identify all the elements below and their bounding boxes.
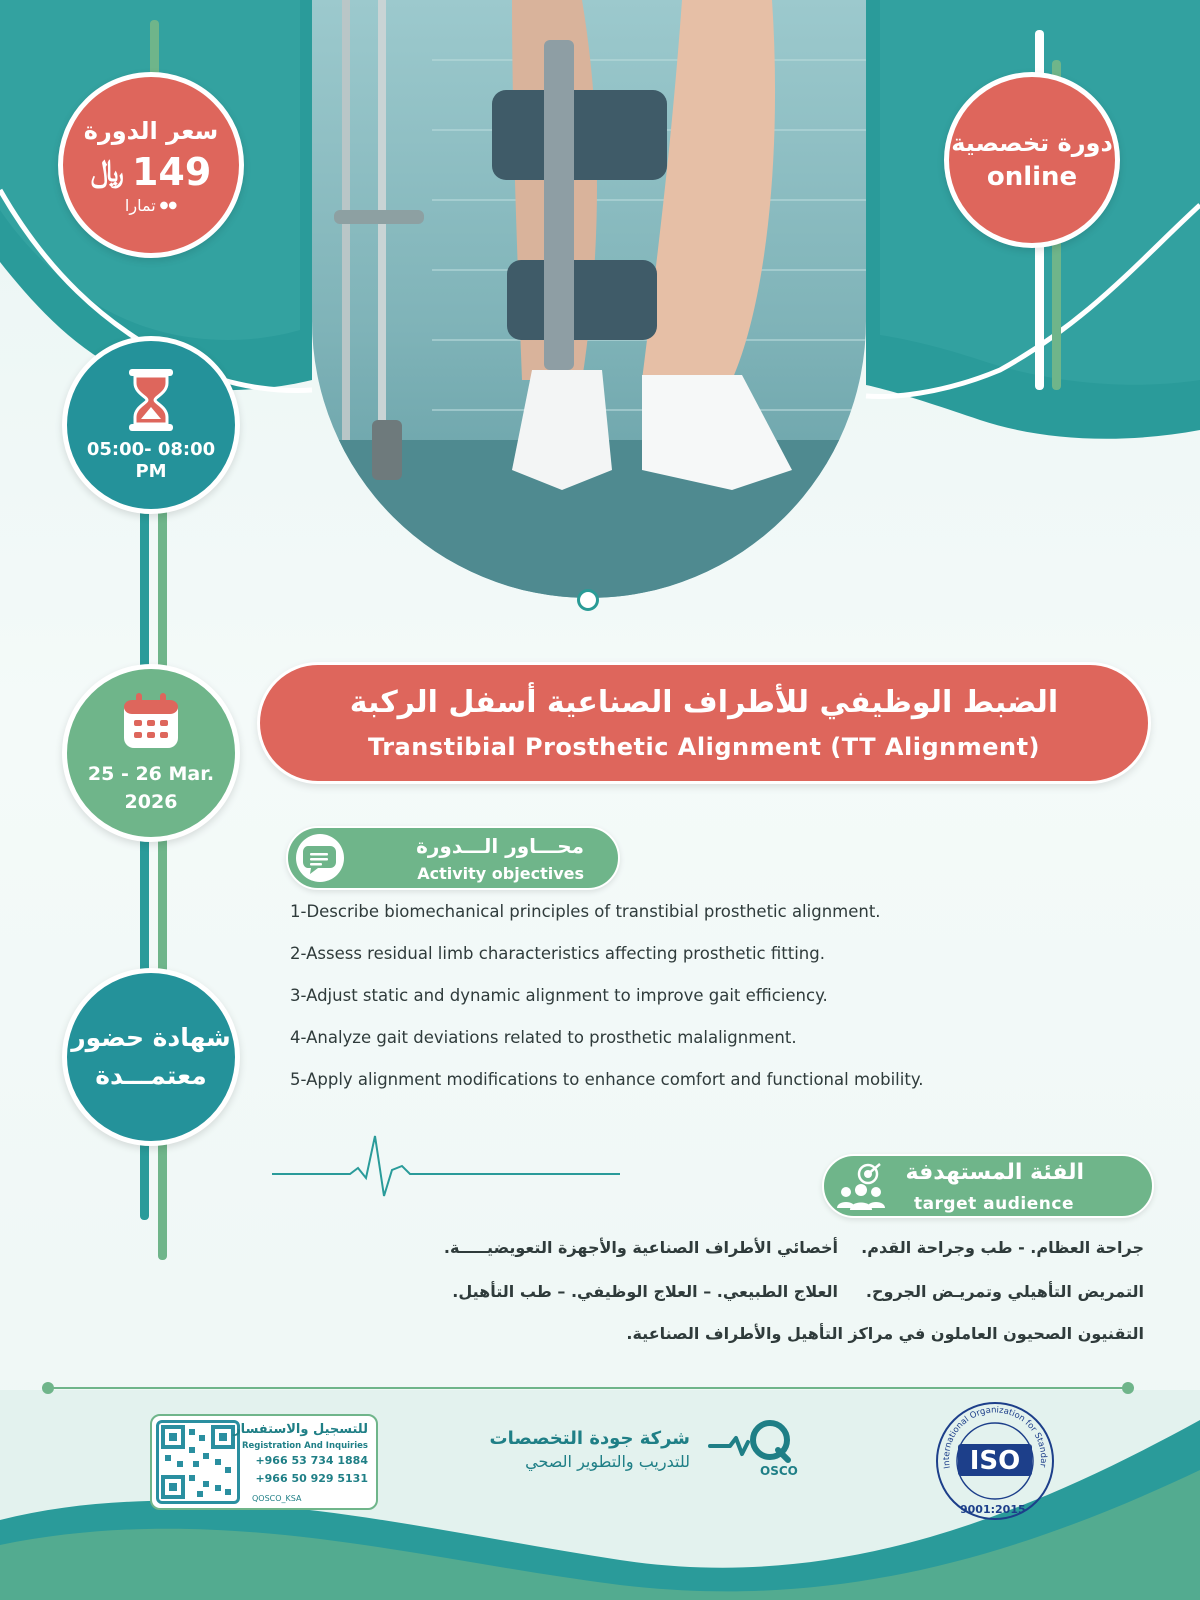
objectives-title-arabic: محـــاور الـــدورة: [416, 834, 584, 858]
social-handle[interactable]: QOSCO_KSA: [252, 1494, 302, 1503]
riyal-icon: ﷼: [90, 154, 124, 189]
company-name-line-1: شركة جودة التخصصات: [489, 1428, 690, 1449]
chat-icon: [296, 834, 344, 882]
audience-row-1-right: جراحة العظام. - طب وجراحة القدم.: [861, 1238, 1144, 1257]
certificate-badge: [62, 968, 240, 1146]
objectives-title-english: Activity objectives: [417, 864, 584, 883]
footer-divider-dot: [42, 1382, 54, 1394]
audience-title-arabic: الفئة المستهدفة: [905, 1160, 1084, 1185]
registration-title: للتسجيل والاستفسار: [233, 1422, 368, 1437]
price-title: سعر الدورة: [83, 116, 219, 145]
iso-ring-text: International Organization for Standar: [941, 1405, 1049, 1470]
registration-subtitle: Registration And Inquiries: [241, 1441, 368, 1451]
certificate-line-2: معتمـــدة: [95, 1061, 207, 1090]
audience-header: [822, 1154, 1154, 1218]
time-range: 05:00- 08:00: [86, 439, 216, 460]
iso-logo-text: ISO: [969, 1446, 1021, 1476]
price-badge: [58, 72, 244, 258]
audience-title-english: target audience: [913, 1194, 1074, 1214]
audience-row-1-left: أخصائي الأطراف الصناعية والأجهزة التعويضيـــــة.: [443, 1238, 838, 1257]
date-days: 25 - 26 Mar.: [87, 763, 215, 785]
course-type-badge: [944, 72, 1120, 248]
date-year: 2026: [124, 791, 178, 813]
qosco-logo: [708, 1418, 808, 1468]
objective-item: 5-Apply alignment modifications to enhance comfort and functional mobility.: [290, 1070, 924, 1089]
hero-image: [312, 0, 866, 598]
footer-divider-dot: [1122, 1382, 1134, 1394]
registration-card: [150, 1414, 378, 1510]
tamara-logo: تمارا ●●: [124, 195, 178, 215]
footer-divider: [48, 1387, 1128, 1389]
registration-phone-1[interactable]: +966 53 734 1884: [255, 1454, 368, 1467]
calendar-icon: [120, 690, 182, 752]
hourglass-icon: [125, 367, 177, 433]
course-mode: online: [986, 162, 1078, 192]
time-period: PM: [135, 461, 167, 482]
company-name-line-2: للتدريب والتطوير الصحي: [525, 1452, 690, 1471]
audience-row-2-left: العلاج الطبيعي. – العلاج الوظيفي. – طب التأهيل.: [452, 1282, 838, 1301]
iso-standard: 9001:2015: [960, 1503, 1026, 1516]
objectives-header: [286, 826, 620, 890]
objective-item: 2-Assess residual limb characteristics affecting prosthetic fitting.: [290, 944, 825, 963]
objectives-list: [290, 902, 1110, 1112]
course-title-english: Transtibial Prosthetic Alignment (TT Alignment): [367, 733, 1041, 761]
course-title-banner: [257, 662, 1151, 784]
qr-code[interactable]: [156, 1420, 240, 1504]
objective-item: 1-Describe biomechanical principles of transtibial prosthetic alignment.: [290, 902, 881, 921]
price-value: 149: [131, 149, 212, 194]
certificate-line-1: شهادة حضور: [71, 1023, 231, 1052]
hero-dot: [577, 589, 599, 611]
target-group-icon: [834, 1162, 888, 1212]
registration-phone-2[interactable]: +966 50 929 5131: [255, 1472, 368, 1485]
company-logo-text: OSCO: [760, 1464, 798, 1478]
course-type-title: دورة تخصصية: [951, 129, 1113, 157]
time-badge: [62, 336, 240, 514]
date-badge: [62, 664, 240, 842]
objective-item: 3-Adjust static and dynamic alignment to improve gait efficiency.: [290, 986, 828, 1005]
audience-row-2-right: التمريض التأهيلي وتمريـض الجروح.: [865, 1282, 1144, 1301]
course-title-arabic: الضبط الوظيفي للأطراف الصناعية أسفل الركبة: [349, 685, 1059, 720]
audience-row-3: التقنيون الصحيون العاملون في مراكز التأهيل والأطراف الصناعية.: [626, 1324, 1144, 1343]
objective-item: 4-Analyze gait deviations related to prosthetic malalignment.: [290, 1028, 797, 1047]
